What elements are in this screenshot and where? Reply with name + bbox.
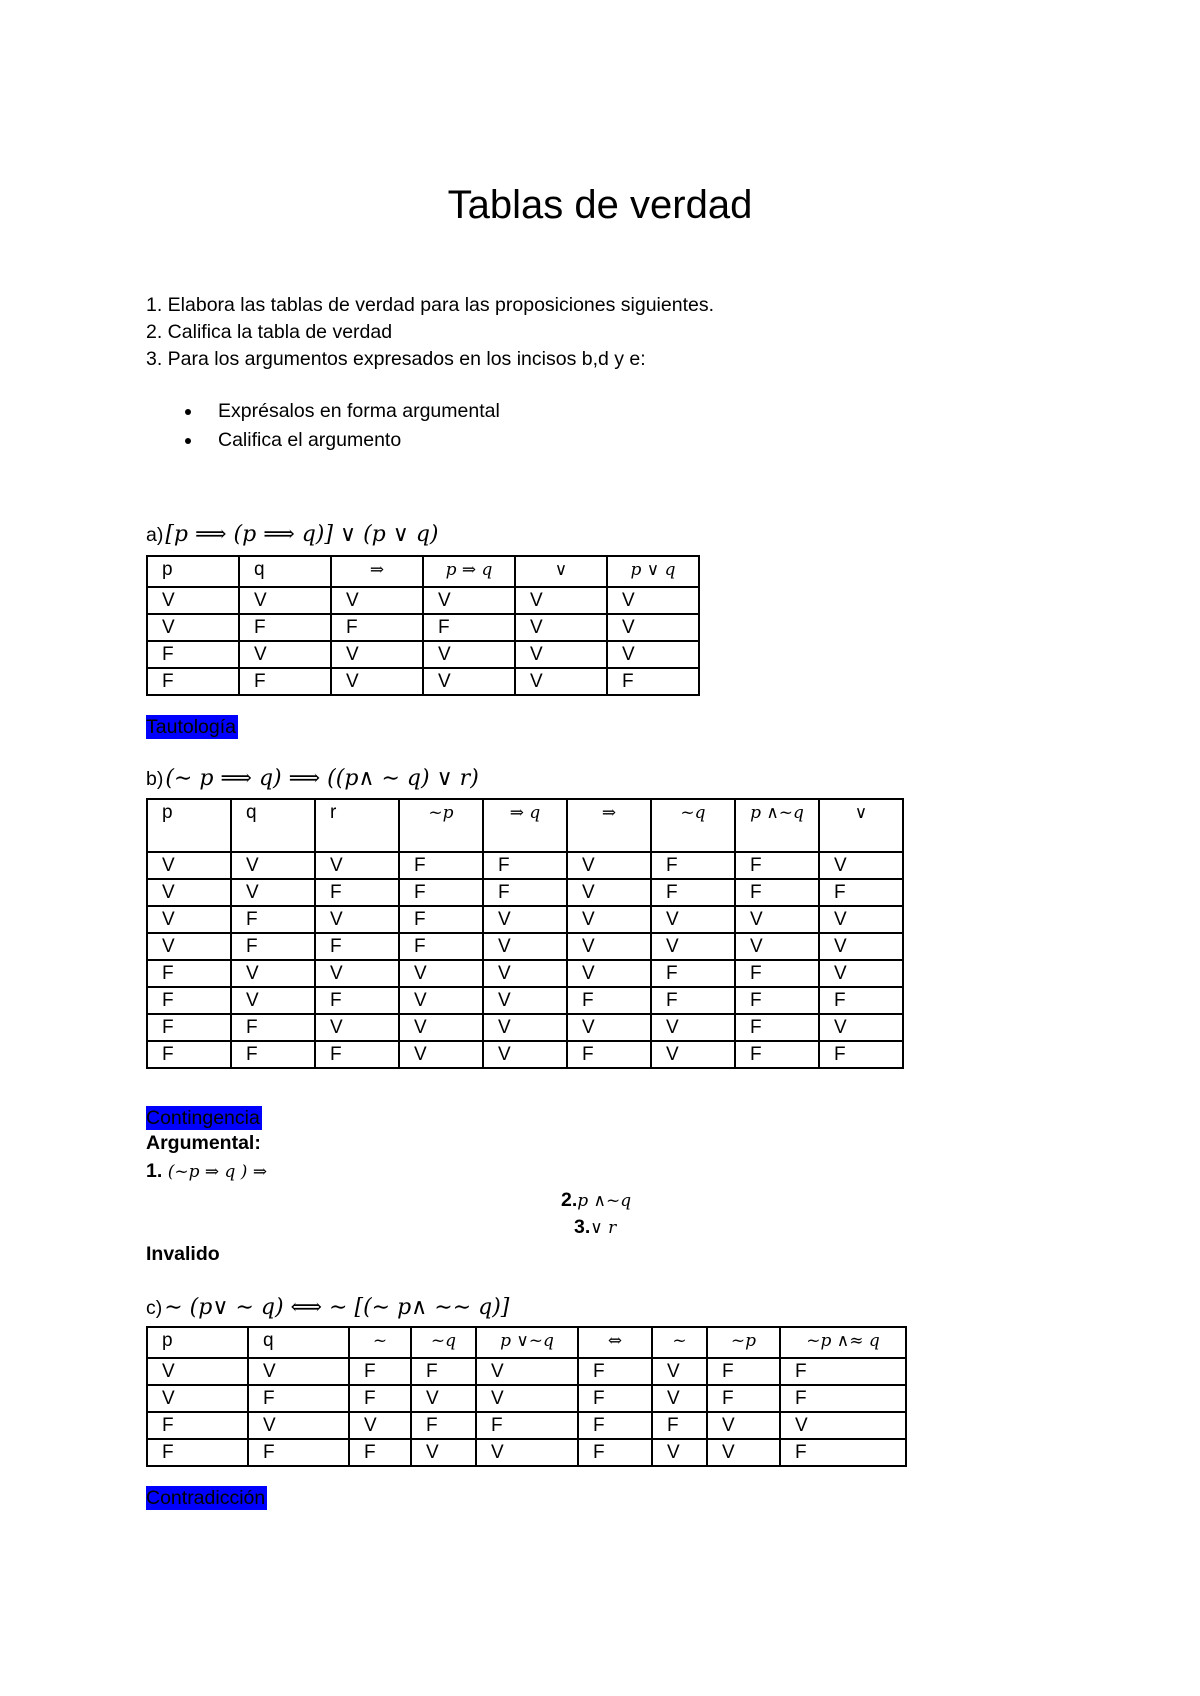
table-header-cell	[735, 799, 819, 852]
table-cell: F	[819, 1041, 903, 1068]
section-a-expression: [p ⟹ (p ⟹ q)] ∨ (p ∨ q)	[165, 522, 439, 547]
table-cell: F	[651, 852, 735, 879]
table-cell: V	[239, 641, 331, 668]
truth-table-b	[146, 798, 904, 1069]
table-cell: V	[819, 933, 903, 960]
argument-line-2	[561, 1189, 631, 1212]
bullet-list	[185, 397, 500, 455]
table-cell: V	[147, 906, 231, 933]
table-header-cell: r	[315, 799, 399, 852]
table-cell: V	[652, 1358, 707, 1385]
table-cell: V	[607, 641, 699, 668]
table-cell: F	[735, 852, 819, 879]
table-cell: F	[147, 987, 231, 1014]
table-cell: F	[476, 1412, 578, 1439]
table-cell: V	[483, 906, 567, 933]
table-cell: V	[399, 1041, 483, 1068]
table-row	[147, 879, 903, 906]
table-cell: V	[411, 1385, 476, 1412]
table-cell: F	[819, 879, 903, 906]
table-header-cell	[578, 1327, 652, 1358]
table-cell: V	[315, 906, 399, 933]
table-cell: F	[231, 933, 315, 960]
table-cell: F	[819, 987, 903, 1014]
section-b-heading	[146, 766, 479, 791]
header-expression: ⇒ q	[509, 803, 541, 823]
result-badge-b: Contingencia	[146, 1107, 260, 1129]
header-expression: ∨	[854, 803, 868, 823]
header-expression: p ∨~q	[500, 1331, 554, 1351]
table-cell: V	[707, 1439, 780, 1466]
table-cell: F	[315, 987, 399, 1014]
table-cell: V	[651, 906, 735, 933]
table-header-cell	[331, 556, 423, 587]
table-cell: F	[780, 1385, 906, 1412]
section-a-heading	[146, 522, 439, 547]
table-cell: V	[248, 1412, 349, 1439]
table-header-cell: q	[239, 556, 331, 587]
header-expression: ~	[372, 1331, 388, 1351]
table-cell: F	[231, 1014, 315, 1041]
header-expression: p ⇒ q	[445, 560, 493, 580]
table-header-cell	[567, 799, 651, 852]
section-c-heading	[146, 1295, 509, 1320]
table-cell: F	[652, 1412, 707, 1439]
table-row	[147, 1041, 903, 1068]
table-cell: F	[735, 987, 819, 1014]
truth-table-a	[146, 555, 700, 696]
table-cell: V	[315, 1014, 399, 1041]
table-cell: V	[483, 960, 567, 987]
table-cell: V	[476, 1385, 578, 1412]
table-cell: F	[780, 1439, 906, 1466]
table-cell: F	[399, 852, 483, 879]
section-b-label: b)	[146, 768, 164, 790]
table-cell: F	[707, 1358, 780, 1385]
table-header-cell	[651, 799, 735, 852]
result-badge-a: Tautología	[146, 716, 236, 738]
table-header-row	[147, 556, 699, 587]
table-cell: V	[651, 933, 735, 960]
table-cell: F	[147, 1439, 248, 1466]
table-cell: F	[423, 614, 515, 641]
table-row	[147, 614, 699, 641]
page-title: Tablas de verdad	[447, 183, 753, 227]
table-cell: V	[483, 1041, 567, 1068]
table-cell: F	[651, 960, 735, 987]
table-cell: V	[651, 1014, 735, 1041]
table-cell: F	[651, 987, 735, 1014]
table-header-cell	[819, 799, 903, 852]
table-cell: V	[819, 906, 903, 933]
table-cell: V	[567, 1014, 651, 1041]
table-cell: F	[349, 1439, 411, 1466]
table-header-cell	[399, 799, 483, 852]
table-cell: F	[315, 879, 399, 906]
table-cell: F	[231, 906, 315, 933]
bullet-dot-icon	[185, 438, 191, 444]
table-cell: V	[231, 879, 315, 906]
table-cell: V	[349, 1412, 411, 1439]
header-expression: ~p ∧≈ q	[806, 1331, 880, 1351]
header-expression: ~q	[430, 1331, 457, 1351]
header-expression: ∨	[554, 560, 568, 580]
table-cell: F	[147, 1412, 248, 1439]
table-cell: V	[652, 1439, 707, 1466]
table-cell: F	[399, 906, 483, 933]
table-header-cell	[483, 799, 567, 852]
table-cell: V	[567, 852, 651, 879]
table-cell: F	[349, 1358, 411, 1385]
table-cell: F	[483, 879, 567, 906]
table-cell: F	[567, 987, 651, 1014]
table-cell: V	[515, 668, 607, 695]
table-row	[147, 1358, 906, 1385]
table-cell: V	[147, 614, 239, 641]
table-cell: F	[231, 1041, 315, 1068]
table-header-cell	[780, 1327, 906, 1358]
table-cell: V	[652, 1385, 707, 1412]
table-cell: V	[735, 933, 819, 960]
table-cell: V	[231, 960, 315, 987]
table-row	[147, 906, 903, 933]
table-cell: V	[819, 1014, 903, 1041]
table-header-row	[147, 1327, 906, 1358]
table-cell: V	[423, 587, 515, 614]
table-cell: V	[651, 1041, 735, 1068]
table-cell: V	[819, 960, 903, 987]
table-row	[147, 1439, 906, 1466]
instruction-item: 2. Califica la tabla de verdad	[146, 321, 393, 343]
table-cell: F	[248, 1385, 349, 1412]
table-cell: V	[819, 852, 903, 879]
header-expression: p ∧~q	[750, 803, 804, 823]
table-cell: F	[735, 1041, 819, 1068]
bullet-text: Exprésalos en forma argumental	[218, 400, 500, 422]
table-header-cell: q	[231, 799, 315, 852]
table-cell: V	[147, 933, 231, 960]
table-cell: F	[578, 1439, 652, 1466]
table-cell: V	[411, 1439, 476, 1466]
table-cell: F	[248, 1439, 349, 1466]
argument-line-1	[146, 1160, 267, 1183]
table-cell: F	[780, 1358, 906, 1385]
table-row	[147, 987, 903, 1014]
bullet-text: Califica el argumento	[218, 429, 402, 451]
table-cell: V	[147, 587, 239, 614]
table-cell: F	[411, 1358, 476, 1385]
table-cell: F	[735, 879, 819, 906]
table-cell: V	[331, 587, 423, 614]
argument-number: 1.	[146, 1160, 163, 1182]
bullet-item	[185, 426, 500, 455]
table-header-cell	[423, 556, 515, 587]
argument-expression: p ∧~q	[577, 1191, 632, 1211]
table-cell: F	[349, 1385, 411, 1412]
header-expression: ⇒	[601, 803, 617, 823]
table-header-cell: p	[147, 1327, 248, 1358]
table-cell: V	[607, 614, 699, 641]
section-b-expression: (∼ p ⟹ q) ⟹ ((p∧ ∼ q) ∨ r)	[165, 766, 479, 791]
table-cell: F	[735, 960, 819, 987]
table-cell: F	[707, 1385, 780, 1412]
table-cell: V	[231, 852, 315, 879]
table-header-cell	[515, 556, 607, 587]
table-row	[147, 1412, 906, 1439]
table-header-cell	[652, 1327, 707, 1358]
table-cell: V	[147, 1358, 248, 1385]
table-cell: F	[483, 852, 567, 879]
table-row	[147, 668, 699, 695]
truth-table-c	[146, 1326, 907, 1467]
argumental-label: Argumental:	[146, 1132, 261, 1154]
table-header-cell	[349, 1327, 411, 1358]
section-c-label: c)	[146, 1297, 163, 1319]
table-header-cell	[707, 1327, 780, 1358]
table-header-row	[147, 799, 903, 852]
table-cell: F	[399, 933, 483, 960]
table-header-cell	[607, 556, 699, 587]
table-row	[147, 1385, 906, 1412]
table-cell: V	[567, 906, 651, 933]
section-a-label: a)	[146, 524, 164, 546]
table-cell: V	[476, 1358, 578, 1385]
table-cell: V	[423, 641, 515, 668]
table-cell: V	[331, 668, 423, 695]
table-cell: V	[483, 987, 567, 1014]
table-cell: F	[147, 668, 239, 695]
table-cell: V	[399, 1014, 483, 1041]
table-cell: V	[483, 933, 567, 960]
header-expression: ~q	[680, 803, 706, 823]
table-cell: V	[483, 1014, 567, 1041]
table-cell: V	[515, 641, 607, 668]
bullet-dot-icon	[185, 409, 191, 415]
argument-line-3	[574, 1216, 616, 1239]
table-row	[147, 1014, 903, 1041]
header-expression: p ∨ q	[630, 560, 676, 580]
header-expression: ~	[672, 1331, 687, 1351]
table-cell: F	[147, 641, 239, 668]
argument-expression: ∨ r	[590, 1218, 617, 1238]
table-cell: F	[607, 668, 699, 695]
argument-number: 2.	[561, 1189, 578, 1211]
table-cell: V	[567, 933, 651, 960]
table-cell: V	[239, 587, 331, 614]
instruction-item: 3. Para los argumentos expresados en los incisos b,d y e:	[146, 348, 646, 370]
table-cell: V	[331, 641, 423, 668]
table-cell: F	[147, 960, 231, 987]
result-badge-c: Contradicción	[146, 1487, 266, 1509]
table-row	[147, 852, 903, 879]
bullet-item	[185, 397, 500, 426]
table-cell: V	[735, 906, 819, 933]
table-cell: V	[248, 1358, 349, 1385]
table-cell: F	[578, 1412, 652, 1439]
table-row	[147, 960, 903, 987]
table-cell: V	[567, 960, 651, 987]
table-header-cell	[411, 1327, 476, 1358]
table-row	[147, 641, 699, 668]
instruction-item: 1. Elabora las tablas de verdad para las proposiciones siguientes.	[146, 294, 715, 316]
table-cell: F	[147, 1014, 231, 1041]
table-cell: F	[399, 879, 483, 906]
table-cell: F	[651, 879, 735, 906]
table-cell: V	[423, 668, 515, 695]
instructions-list	[146, 292, 714, 373]
table-cell: V	[780, 1412, 906, 1439]
table-row	[147, 587, 699, 614]
table-row	[147, 933, 903, 960]
table-cell: V	[399, 960, 483, 987]
table-cell: F	[315, 933, 399, 960]
table-cell: F	[567, 1041, 651, 1068]
table-cell: F	[239, 668, 331, 695]
table-cell: V	[315, 960, 399, 987]
table-cell: V	[315, 852, 399, 879]
section-c-expression: ∼ (p∨ ∼ q) ⟺ ∼ [(∼ p∧ ∼∼ q)]	[164, 1295, 510, 1320]
table-cell: F	[578, 1358, 652, 1385]
table-cell: V	[515, 587, 607, 614]
table-cell: V	[476, 1439, 578, 1466]
table-header-cell: q	[248, 1327, 349, 1358]
argument-verdict: Invalido	[146, 1243, 220, 1265]
table-cell: F	[331, 614, 423, 641]
table-header-cell: p	[147, 799, 231, 852]
table-cell: F	[315, 1041, 399, 1068]
table-cell: V	[231, 987, 315, 1014]
table-header-cell	[476, 1327, 578, 1358]
table-cell: F	[578, 1385, 652, 1412]
header-expression: ~p	[730, 1331, 757, 1351]
argument-number: 3.	[574, 1216, 591, 1238]
table-cell: V	[515, 614, 607, 641]
table-header-cell: p	[147, 556, 239, 587]
table-cell: V	[607, 587, 699, 614]
table-cell: V	[147, 1385, 248, 1412]
header-expression: ~p	[428, 803, 454, 823]
argument-expression: (~p ⇒ q ) ⇒	[167, 1162, 268, 1182]
table-cell: F	[239, 614, 331, 641]
table-cell: V	[147, 852, 231, 879]
table-cell: F	[411, 1412, 476, 1439]
header-expression: ⇒	[369, 560, 385, 580]
table-cell: F	[735, 1014, 819, 1041]
table-cell: V	[567, 879, 651, 906]
table-cell: F	[147, 1041, 231, 1068]
header-expression: ⇔	[607, 1331, 623, 1351]
table-cell: V	[399, 987, 483, 1014]
table-cell: V	[147, 879, 231, 906]
table-cell: V	[707, 1412, 780, 1439]
